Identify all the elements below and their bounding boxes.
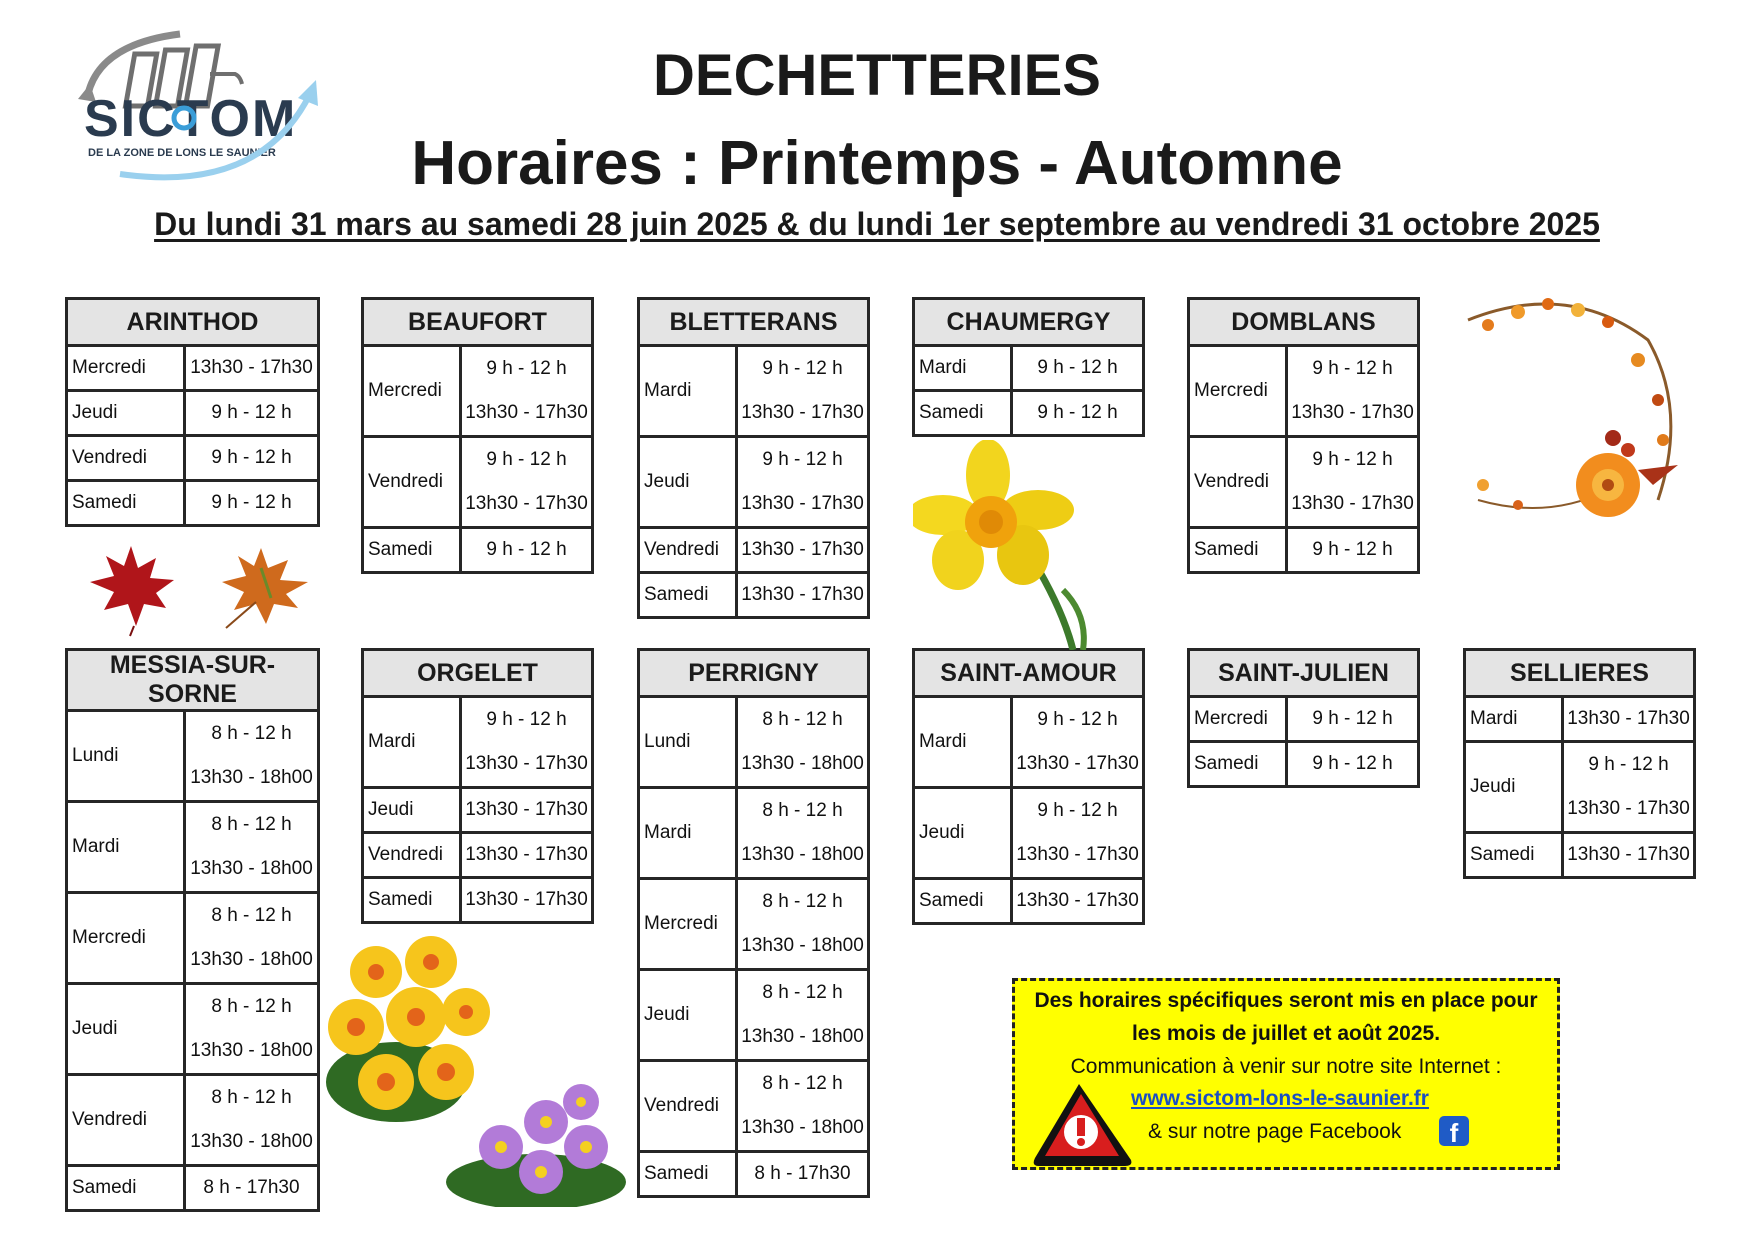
day-label: Vendredi bbox=[67, 436, 185, 481]
maple-leaves-illustration bbox=[76, 538, 346, 638]
day-label: Samedi bbox=[1189, 528, 1287, 573]
centre-name: BEAUFORT bbox=[363, 299, 593, 346]
table-row bbox=[363, 346, 593, 437]
schedule-table-orgelet bbox=[361, 648, 594, 924]
time-range: 13h30 - 17h30 bbox=[741, 493, 864, 514]
time-range: 13h30 - 17h30 bbox=[465, 493, 588, 514]
time-range: 13h30 - 17h30 bbox=[461, 833, 593, 878]
page-subtitle: Horaires : Printemps - Automne bbox=[411, 129, 1343, 198]
day-label: Jeudi bbox=[67, 391, 185, 436]
notice-line-3: Communication à venir sur notre site Internet : bbox=[1070, 1055, 1502, 1078]
time-range: 13h30 - 18h00 bbox=[741, 1117, 864, 1138]
day-label: Mercredi bbox=[639, 879, 737, 970]
day-label: Mardi bbox=[914, 346, 1012, 391]
day-label: Mercredi bbox=[67, 346, 185, 391]
day-label: Mardi bbox=[639, 346, 737, 437]
schedule-table-saint-julien bbox=[1187, 648, 1420, 788]
table-row bbox=[639, 1152, 869, 1197]
centre-name: ARINTHOD bbox=[67, 299, 319, 346]
day-label: Jeudi bbox=[67, 984, 185, 1075]
notice-line-2: les mois de juillet et août 2025. bbox=[1131, 1022, 1441, 1045]
time-range: 13h30 - 17h30 bbox=[1012, 879, 1144, 924]
day-label: Samedi bbox=[914, 879, 1012, 924]
time-range: 13h30 - 17h30 bbox=[1563, 833, 1695, 878]
day-label: Vendredi bbox=[639, 528, 737, 573]
time-range: 13h30 - 17h30 bbox=[185, 346, 319, 391]
time-range: 9 h - 12 h bbox=[185, 391, 319, 436]
day-label: Jeudi bbox=[639, 437, 737, 528]
day-label: Jeudi bbox=[914, 788, 1012, 879]
table-row bbox=[639, 788, 869, 879]
time-range: 9 h - 12 h bbox=[486, 358, 567, 379]
time-range: 9 h - 12 h bbox=[762, 449, 843, 470]
table-row bbox=[363, 788, 593, 833]
time-range: 8 h - 12 h bbox=[762, 982, 843, 1003]
time-range: 9 h - 12 h bbox=[1287, 742, 1419, 787]
time-range: 13h30 - 18h00 bbox=[741, 1026, 864, 1047]
time-range: 9 h - 12 h bbox=[1588, 754, 1669, 775]
centre-name: CHAUMERGY bbox=[914, 299, 1144, 346]
time-range: 8 h - 12 h bbox=[211, 905, 292, 926]
centre-name: DOMBLANS bbox=[1189, 299, 1419, 346]
day-label: Samedi bbox=[639, 1152, 737, 1197]
day-label: Vendredi bbox=[363, 833, 461, 878]
table-row bbox=[67, 346, 319, 391]
table-row bbox=[639, 573, 869, 618]
day-label: Mardi bbox=[639, 788, 737, 879]
centre-name: SELLIERES bbox=[1465, 650, 1695, 697]
time-range: 9 h - 12 h bbox=[1012, 346, 1144, 391]
table-row bbox=[67, 802, 319, 893]
day-label: Mercredi bbox=[1189, 697, 1287, 742]
page-title: DECHETTERIES bbox=[653, 43, 1101, 108]
table-row bbox=[914, 346, 1144, 391]
table-row bbox=[1465, 833, 1695, 878]
centre-name: ORGELET bbox=[363, 650, 593, 697]
day-label: Samedi bbox=[1465, 833, 1563, 878]
table-row bbox=[1189, 697, 1419, 742]
time-range: 13h30 - 17h30 bbox=[741, 402, 864, 423]
table-row bbox=[639, 879, 869, 970]
summer-hours-notice bbox=[1012, 978, 1560, 1170]
time-range: 13h30 - 18h00 bbox=[741, 753, 864, 774]
autumn-wreath-illustration bbox=[1448, 270, 1698, 580]
table-row bbox=[67, 893, 319, 984]
day-label: Lundi bbox=[639, 697, 737, 788]
time-range: 9 h - 12 h bbox=[185, 436, 319, 481]
time-range: 9 h - 12 h bbox=[461, 528, 593, 573]
time-range: 8 h - 12 h bbox=[211, 814, 292, 835]
day-label: Samedi bbox=[67, 481, 185, 526]
schedule-table-chaumergy bbox=[912, 297, 1145, 437]
time-range: 9 h - 12 h bbox=[1312, 449, 1393, 470]
table-row bbox=[639, 1061, 869, 1152]
day-label: Vendredi bbox=[363, 437, 461, 528]
time-range: 13h30 - 17h30 bbox=[465, 402, 588, 423]
schedule-table-saint-amour bbox=[912, 648, 1145, 925]
centre-name: SAINT-AMOUR bbox=[914, 650, 1144, 697]
day-label: Samedi bbox=[914, 391, 1012, 436]
table-row bbox=[363, 878, 593, 923]
notice-line-facebook: & sur notre page Facebook bbox=[1148, 1120, 1402, 1143]
time-range: 8 h - 17h30 bbox=[185, 1166, 319, 1211]
day-label: Samedi bbox=[363, 878, 461, 923]
time-range: 8 h - 12 h bbox=[762, 891, 843, 912]
table-row bbox=[1189, 742, 1419, 787]
day-label: Vendredi bbox=[639, 1061, 737, 1152]
time-range: 8 h - 12 h bbox=[211, 723, 292, 744]
time-range: 13h30 - 17h30 bbox=[1016, 844, 1139, 865]
schedule-table-sellieres bbox=[1463, 648, 1696, 879]
time-range: 13h30 - 17h30 bbox=[1016, 753, 1139, 774]
facebook-icon[interactable]: f bbox=[1439, 1116, 1469, 1146]
time-range: 13h30 - 18h00 bbox=[190, 949, 313, 970]
day-label: Vendredi bbox=[1189, 437, 1287, 528]
schedule-table-domblans bbox=[1187, 297, 1420, 574]
schedule-table-bletterans bbox=[637, 297, 870, 619]
time-range: 13h30 - 18h00 bbox=[190, 1040, 313, 1061]
schedule-table-messia-sur-sorne bbox=[65, 648, 320, 1212]
schedule-table-perrigny bbox=[637, 648, 870, 1198]
time-range: 8 h - 12 h bbox=[762, 800, 843, 821]
time-range: 9 h - 12 h bbox=[486, 449, 567, 470]
table-row bbox=[639, 437, 869, 528]
table-row bbox=[67, 1075, 319, 1166]
day-label: Mercredi bbox=[67, 893, 185, 984]
time-range: 9 h - 12 h bbox=[762, 358, 843, 379]
notice-line-1: Des horaires spécifiques seront mis en place pour bbox=[1034, 989, 1538, 1012]
table-row bbox=[1189, 437, 1419, 528]
time-range: 13h30 - 17h30 bbox=[737, 573, 869, 618]
svg-text:SICTOM: SICTOM bbox=[84, 90, 298, 148]
table-row bbox=[914, 788, 1144, 879]
time-range: 13h30 - 18h00 bbox=[741, 844, 864, 865]
table-row bbox=[1465, 742, 1695, 833]
day-label: Mardi bbox=[914, 697, 1012, 788]
table-row bbox=[67, 711, 319, 802]
table-row bbox=[639, 528, 869, 573]
warning-icon bbox=[1031, 1078, 1135, 1170]
period-text: Du lundi 31 mars au samedi 28 juin 2025 & du lundi 1er septembre au vendredi 31 octobre 2025 bbox=[154, 206, 1600, 242]
centre-name: MESSIA-SUR-SORNE bbox=[67, 650, 319, 711]
schedule-table-arinthod bbox=[65, 297, 320, 527]
primrose-flowers-illustration bbox=[326, 932, 636, 1207]
time-range: 8 h - 17h30 bbox=[737, 1152, 869, 1197]
time-range: 13h30 - 18h00 bbox=[190, 767, 313, 788]
table-row bbox=[639, 697, 869, 788]
table-row bbox=[67, 391, 319, 436]
table-row bbox=[67, 1166, 319, 1211]
time-range: 8 h - 12 h bbox=[211, 1087, 292, 1108]
table-row bbox=[363, 697, 593, 788]
daffodil-illustration bbox=[913, 440, 1123, 650]
time-range: 9 h - 12 h bbox=[486, 709, 567, 730]
time-range: 8 h - 12 h bbox=[762, 709, 843, 730]
table-row bbox=[1189, 346, 1419, 437]
day-label: Mercredi bbox=[1189, 346, 1287, 437]
table-row bbox=[67, 984, 319, 1075]
day-label: Jeudi bbox=[1465, 742, 1563, 833]
day-label: Lundi bbox=[67, 711, 185, 802]
time-range: 13h30 - 18h00 bbox=[741, 935, 864, 956]
day-label: Samedi bbox=[639, 573, 737, 618]
time-range: 9 h - 12 h bbox=[1037, 800, 1118, 821]
table-row bbox=[363, 833, 593, 878]
table-row bbox=[914, 391, 1144, 436]
day-label: Samedi bbox=[67, 1166, 185, 1211]
time-range: 13h30 - 17h30 bbox=[737, 528, 869, 573]
time-range: 13h30 - 17h30 bbox=[1291, 493, 1414, 514]
website-link[interactable]: www.sictom-lons-le-saunier.fr bbox=[1131, 1087, 1429, 1110]
time-range: 13h30 - 18h00 bbox=[190, 1131, 313, 1152]
time-range: 13h30 - 17h30 bbox=[461, 788, 593, 833]
time-range: 8 h - 12 h bbox=[211, 996, 292, 1017]
day-label: Samedi bbox=[1189, 742, 1287, 787]
table-row bbox=[639, 346, 869, 437]
svg-text:DE LA ZONE DE LONS LE SAUNIER: DE LA ZONE DE LONS LE SAUNIER bbox=[88, 147, 276, 159]
time-range: 13h30 - 17h30 bbox=[465, 753, 588, 774]
time-range: 9 h - 12 h bbox=[1012, 391, 1144, 436]
day-label: Mercredi bbox=[363, 346, 461, 437]
day-label: Samedi bbox=[363, 528, 461, 573]
day-label: Mardi bbox=[1465, 697, 1563, 742]
time-range: 9 h - 12 h bbox=[185, 481, 319, 526]
time-range: 13h30 - 17h30 bbox=[461, 878, 593, 923]
time-range: 9 h - 12 h bbox=[1312, 358, 1393, 379]
time-range: 13h30 - 17h30 bbox=[1291, 402, 1414, 423]
time-range: 8 h - 12 h bbox=[762, 1073, 843, 1094]
table-row bbox=[914, 879, 1144, 924]
table-row bbox=[67, 436, 319, 481]
table-row bbox=[1189, 528, 1419, 573]
time-range: 9 h - 12 h bbox=[1287, 697, 1419, 742]
day-label: Jeudi bbox=[639, 970, 737, 1061]
time-range: 9 h - 12 h bbox=[1037, 709, 1118, 730]
table-row bbox=[914, 697, 1144, 788]
time-range: 13h30 - 17h30 bbox=[1563, 697, 1695, 742]
time-range: 13h30 - 17h30 bbox=[1567, 798, 1690, 819]
centre-name: PERRIGNY bbox=[639, 650, 869, 697]
time-range: 13h30 - 18h00 bbox=[190, 858, 313, 879]
table-row bbox=[363, 437, 593, 528]
centre-name: BLETTERANS bbox=[639, 299, 869, 346]
day-label: Vendredi bbox=[67, 1075, 185, 1166]
table-row bbox=[639, 970, 869, 1061]
table-row bbox=[67, 481, 319, 526]
day-label: Jeudi bbox=[363, 788, 461, 833]
table-row bbox=[1465, 697, 1695, 742]
day-label: Mardi bbox=[363, 697, 461, 788]
table-row bbox=[363, 528, 593, 573]
centre-name: SAINT-JULIEN bbox=[1189, 650, 1419, 697]
day-label: Mardi bbox=[67, 802, 185, 893]
time-range: 9 h - 12 h bbox=[1287, 528, 1419, 573]
schedule-table-beaufort bbox=[361, 297, 594, 574]
